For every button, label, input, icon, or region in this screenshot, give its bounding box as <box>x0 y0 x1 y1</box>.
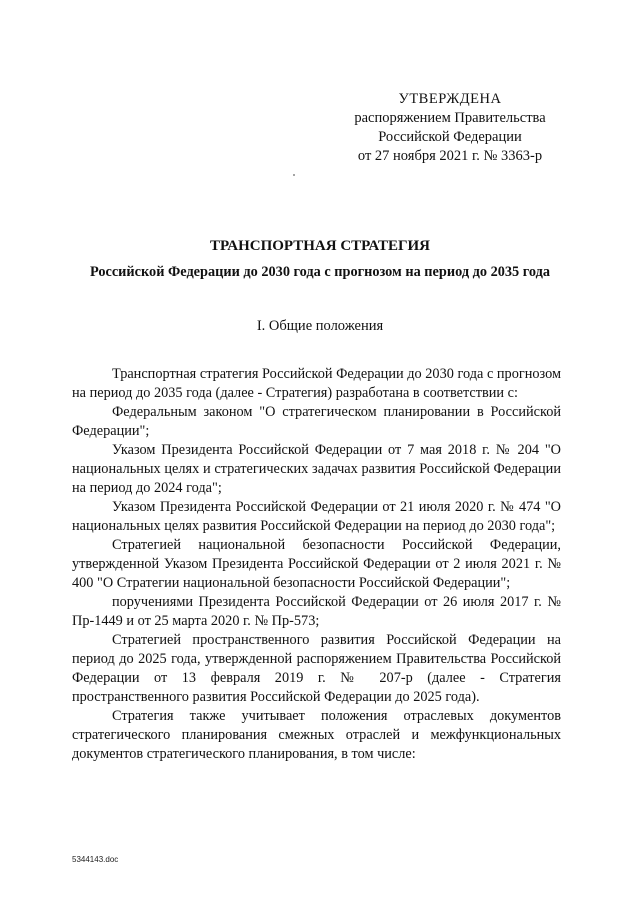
approval-country: Российской Федерации <box>378 129 522 145</box>
scan-speck <box>293 174 295 176</box>
approval-heading: УТВЕРЖДЕНА <box>398 91 502 107</box>
paragraph-spatial-strategy: Стратегией пространственного развития Российской Федерации на период до 2025 года, утвержденной распоряжением Правительства Российской Федерации от 13 февраля 2019 г. № 207-р (далее - Стратегия пространственного развития Российской Федерации до 2025 года). <box>72 632 561 705</box>
paragraph-security-strategy: Стратегией национальной безопасности Российской Федерации, утвержденной Указом Президента Российской Федерации от 2 июля 2021 г. № 400 "О Стратегии национальной безопасности Российской Федерации"; <box>72 537 561 591</box>
body-text <box>72 365 561 764</box>
document-title: ТРАНСПОРТНАЯ СТРАТЕГИЯ <box>210 238 430 254</box>
paragraph-decree-474: Указом Президента Российской Федерации от 21 июля 2020 г. № 474 "О национальных целях развития Российской Федерации на период до 2030 года"; <box>72 499 561 534</box>
approval-authority: распоряжением Правительства <box>354 110 546 126</box>
paragraph-also-considers: Стратегия также учитывает положения отраслевых документов стратегического планирования смежных отраслей и межфункциональных документов стратегического планирования, в том числе: <box>72 708 561 762</box>
approval-date-number: от 27 ноября 2021 г. № 3363-р <box>357 148 543 164</box>
document-code: 5344143.doc <box>72 855 119 864</box>
paragraph-decree-204: Указом Президента Российской Федерации от 7 мая 2018 г. № 204 "О национальных целях и стратегических задачах развития Российской Федерации на период до 2024 года"; <box>72 442 561 496</box>
paragraph-president-orders: поручениями Президента Российской Федерации от 26 июля 2017 г. № Пр-1449 и от 25 марта 2020 г. № Пр-573; <box>72 594 561 629</box>
section-heading: I. Общие положения <box>256 318 384 334</box>
document-subtitle: Российской Федерации до 2030 года с прогнозом на период до 2035 года <box>89 264 551 280</box>
approval-stamp <box>330 90 570 166</box>
paragraph-intro: Транспортная стратегия Российской Федерации до 2030 года с прогнозом на период до 2035 года (далее - Стратегия) разработана в соответствии с: <box>72 366 561 401</box>
paragraph-federal-law: Федеральным законом "О стратегическом планировании в Российской Федерации"; <box>72 404 561 439</box>
